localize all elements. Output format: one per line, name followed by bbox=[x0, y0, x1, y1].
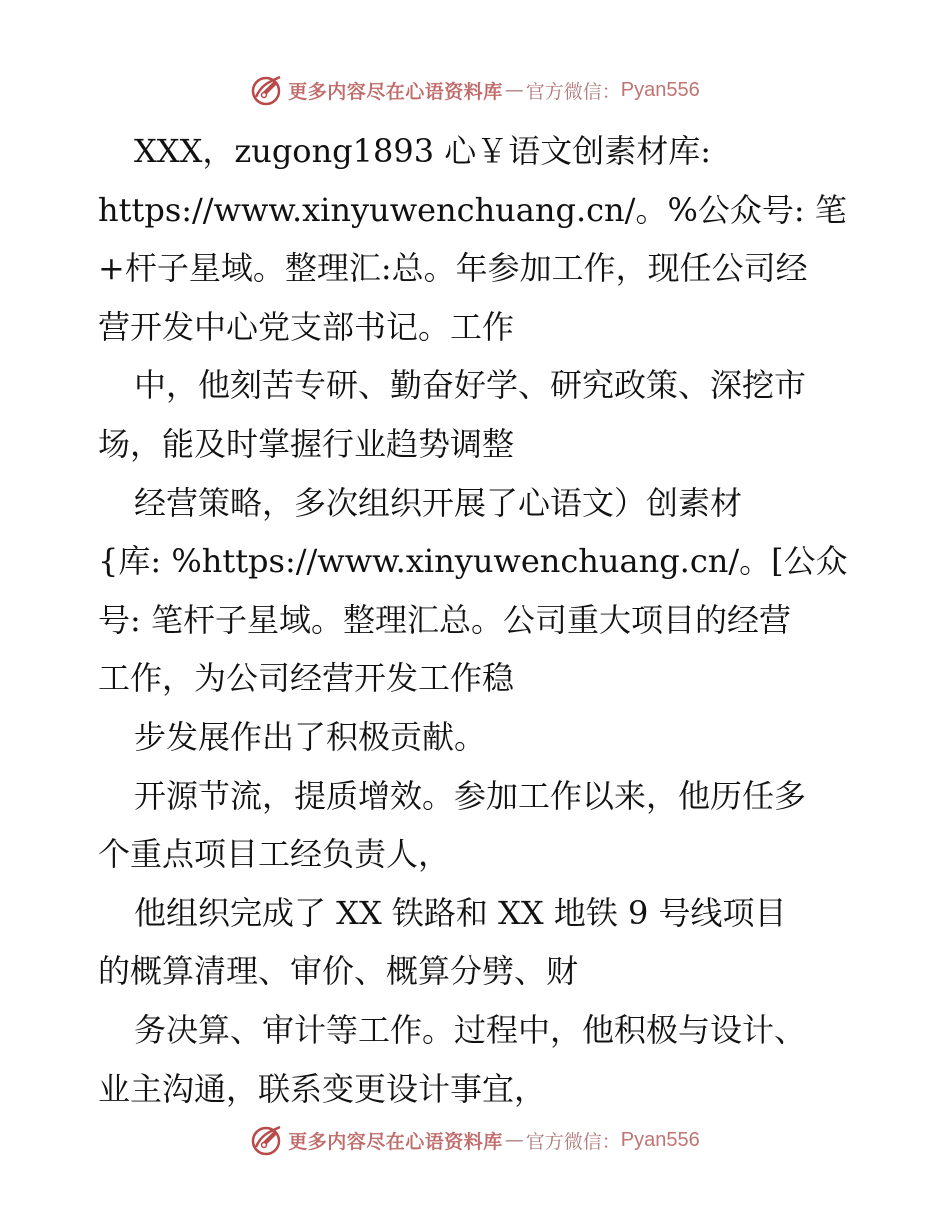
header-watermark bbox=[0, 70, 950, 110]
text-line: 中，他刻苦专研、勤奋好学、研究政策、深挖市 bbox=[134, 366, 807, 405]
text-line: 他组织完成了 XX 铁路和 XX 地铁 9 号线项目 bbox=[134, 893, 787, 932]
official-wechat-label: 官方微信： bbox=[525, 1130, 621, 1153]
watermark-text: 更多内容尽在心语资料库 bbox=[288, 1130, 503, 1153]
text-line: {库: %https://www.xinyuwenchuang.cn/。[公众 bbox=[98, 542, 848, 581]
text-line: +杆子星域。整理汇:总。年参加工作，现任公司经 bbox=[98, 249, 808, 288]
watermark-dash: — bbox=[504, 79, 524, 101]
text-line: 工作，为公司经营开发工作稳 bbox=[98, 659, 515, 698]
text-line: 开源节流，提质增效。参加工作以来，他历任多 bbox=[134, 776, 807, 815]
text-line: XXX，zugong1893 心￥语文创素材库: bbox=[134, 132, 712, 170]
text-line: https://www.xinyuwenchuang.cn/。%公众号: 笔 bbox=[98, 190, 847, 229]
wechat-handle: Pyan556 bbox=[620, 1128, 700, 1151]
text-line: 个重点项目工经负责人， bbox=[98, 835, 451, 874]
text-line: 步发展作出了积极贡献。 bbox=[134, 717, 487, 756]
text-line: 业主沟通，联系变更设计事宜， bbox=[98, 1069, 547, 1108]
text-line: 经营策略，多次组织开展了心语文）创素材 bbox=[134, 483, 743, 522]
wechat-handle: Pyan556 bbox=[620, 78, 700, 101]
watermark-dash: — bbox=[504, 1129, 524, 1151]
text-line: 号: 笔杆子星域。整理汇总。公司重大项目的经营 bbox=[98, 600, 791, 639]
document-body bbox=[98, 122, 858, 1118]
text-line: 的概算清理、审价、概算分劈、财 bbox=[98, 952, 579, 991]
pen-logo-icon bbox=[250, 1123, 284, 1157]
official-wechat-label: 官方微信： bbox=[525, 80, 621, 103]
pen-logo-icon bbox=[250, 73, 284, 107]
text-line: 务决算、审计等工作。过程中，他积极与设计、 bbox=[134, 1010, 807, 1049]
text-line: 场，能及时掌握行业趋势调整 bbox=[98, 424, 515, 463]
footer-watermark bbox=[0, 1120, 950, 1160]
watermark-text: 更多内容尽在心语资料库 bbox=[288, 80, 503, 103]
text-line: 营开发中心党支部书记。工作 bbox=[98, 307, 515, 346]
